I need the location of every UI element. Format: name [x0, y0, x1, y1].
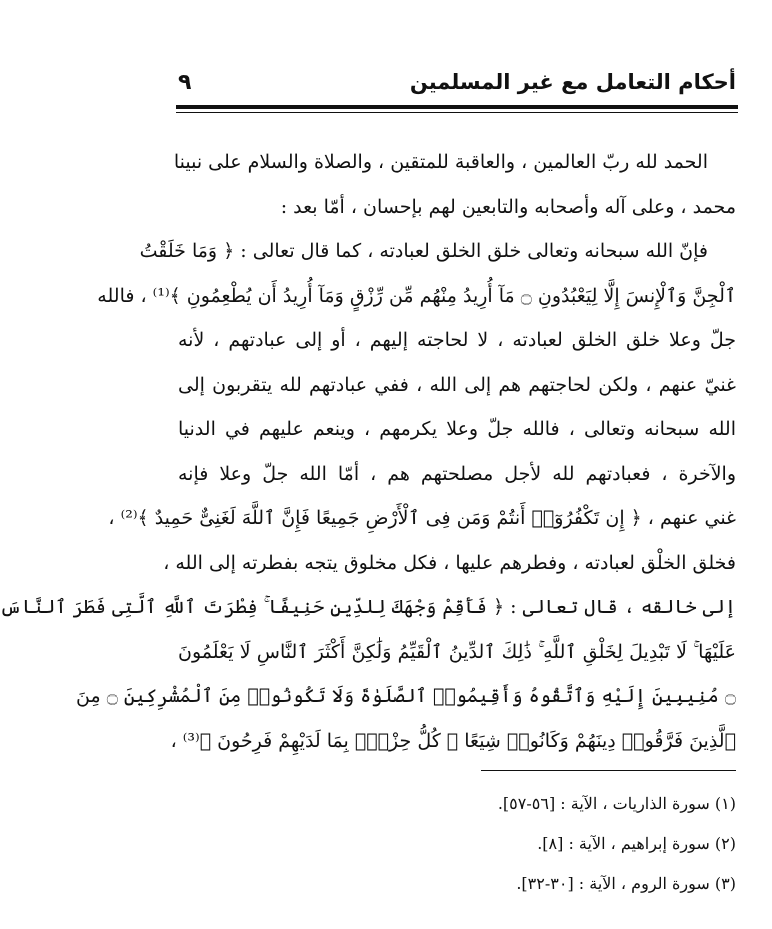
body-text [0, 140, 736, 763]
footnote-rule [481, 770, 736, 771]
footnote: (٣) سورة الروم ، الآية : [٣٠-٣٢]. [516, 874, 736, 893]
body-line: عَلَيْهَا ۚ لَا تَبْدِيلَ لِخَلْقِ ٱللَّهِ ۚ ذَٰلِكَ ٱلدِّينُ ٱلْقَيِّمُ وَلَٰكِنَّ أَكْثَرَ ٱلنَّاسِ لَا يَعْلَمُونَ [178, 640, 736, 663]
body-line: فخلق الخلْق لعبادته ، وفطرهم عليها ، فكل مخلوق يتجه بفطرته إلى الله ، [163, 551, 736, 574]
footnote: (١) سورة الذاريات ، الآية : [٥٦-٥٧]. [497, 794, 736, 813]
page-header [178, 62, 736, 102]
body-line: غني عنهم ، ﴿ إِن تَكْفُرُوٓا۟ أَنتُمْ وَمَن فِى ٱلْأَرْضِ جَمِيعًا فَإِنَّ ٱللَّهَ لَغَنِىٌّ حَمِيدٌ ﴾⁽²⁾ ، [108, 507, 736, 529]
running-title: أحكام التعامل مع غير المسلمين [409, 70, 736, 94]
footnotes [178, 784, 736, 904]
body-line: جلّ وعلا خلق الخلق لعبادته ، لا لحاجته إليهم ، أو إلى عبادتهم ، لأنه [178, 329, 736, 351]
body-line: إلى خالقه ، قال تعالى : ﴿ فَأَقِمْ وَجْهَكَ لِلدِّينِ حَنِيفًا ۚ فِطْرَتَ ٱللَّهِ ٱلَّتِى فَطَرَ ٱلنَّاسَ [0, 596, 736, 618]
body-line: فإنّ الله سبحانه وتعالى خلق الخلق لعبادته ، كما قال تعالى : ﴿ وَمَا خَلَقْتُ [139, 240, 708, 262]
header-rule-thin [176, 112, 738, 113]
footnote: (٢) سورة إبراهيم ، الآية : [٨]. [537, 834, 736, 853]
header-rule-thick [176, 105, 738, 109]
body-line: ٱلَّذِينَ فَرَّقُوا۟ دِينَهُمْ وَكَانُوا۟ شِيَعًا ۖ كُلُّ حِزْبٍۭ بِمَا لَدَيْهِمْ فَرِحُونَ ﴾⁽³⁾ ، [170, 729, 736, 752]
body-line: والآخرة ، فعبادتهم لله لأجل مصلحتهم هم ، أمّا الله جلّ وعلا فإنه [178, 462, 736, 485]
body-line: الحمد لله ربّ العالمين ، والعاقبة للمتقين ، والصلاة والسلام على نبينا [173, 151, 708, 173]
page-number: ٩ [178, 69, 192, 95]
body-line: الله سبحانه وتعالى ، فالله جلّ وعلا يكرمهم ، وينعم عليهم في الدنيا [178, 418, 736, 440]
body-line: غنيّ عنهم ، ولكن لحاجتهم هم إلى الله ، ففي عبادتهم لله يتقربون إلى [178, 373, 736, 396]
body-line: ٱلْجِنَّ وَٱلْإِنسَ إِلَّا لِيَعْبُدُونِ ۝ مَآ أُرِيدُ مِنْهُم مِّن رِّزْقٍ وَمَآ أُرِيدُ أَن يُطْعِمُونِ ﴾⁽¹⁾ ، فالله [97, 284, 736, 307]
body-line: ۝ مُنِيبِينَ إِلَيْهِ وَٱتَّقُوهُ وَأَقِيمُوا۟ ٱلصَّلَوٰةَ وَلَا تَكُونُوا۟ مِنَ ٱلْمُشْرِكِينَ ۝ مِنَ [76, 685, 736, 707]
body-line: محمد ، وعلى آله وأصحابه والتابعين لهم بإحسان ، أمّا بعد : [280, 195, 736, 218]
